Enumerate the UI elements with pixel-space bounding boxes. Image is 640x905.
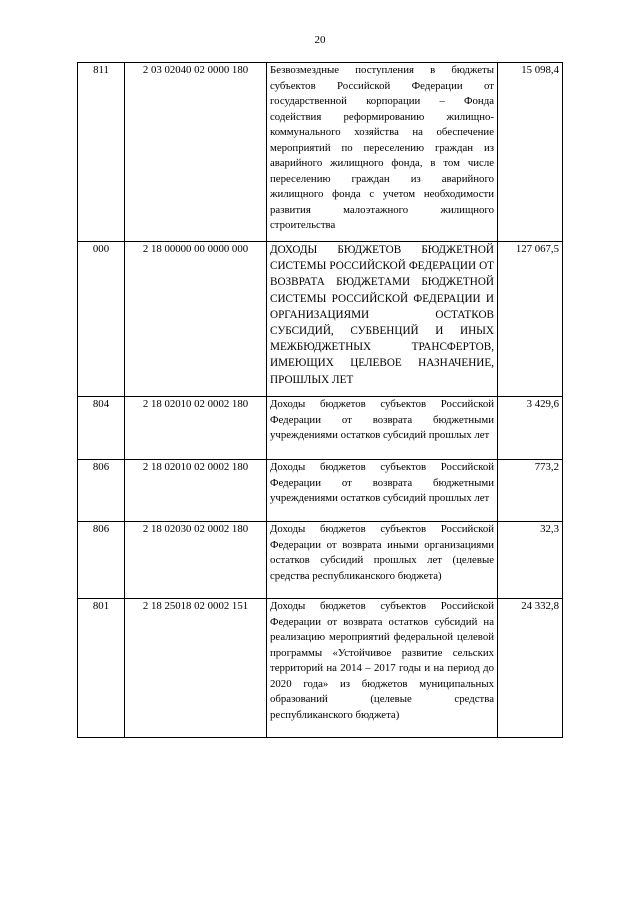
budget-classification-code-cell: 2 03 02040 02 0000 180 (125, 63, 267, 242)
admin-code-cell: 806 (78, 522, 125, 599)
table-row (78, 460, 563, 522)
table-row (78, 397, 563, 460)
description-cell: Безвозмездные поступления в бюджеты субъектов Российской Федерации от государственной корпорации – Фонда содействия реформированию жилищно-коммунального хозяйства на обеспечение мероприятий по переселению граждан из аварийного жилищного фонда, в том числе переселению граждан из аварийного жилищного фонда с учетом необходимости развития малоэтажного жилищного строительства (267, 63, 498, 242)
admin-code-cell: 806 (78, 460, 125, 522)
budget-classification-code-cell: 2 18 02010 02 0002 180 (125, 397, 267, 460)
admin-code-cell: 801 (78, 599, 125, 738)
description-cell: Доходы бюджетов субъектов Российской Федерации от возврата бюджетными учреждениями остатков субсидий прошлых лет (267, 460, 498, 522)
amount-cell: 127 067,5 (498, 242, 563, 397)
description-cell: Доходы бюджетов субъектов Российской Федерации от возврата остатков субсидий на реализацию мероприятий федеральной целевой программы «Устойчивое развитие сельских территорий на 2014 – 2017 годы и на период до 2020 года» из бюджетов муниципальных образований (целевые средства республиканского бюджета) (267, 599, 498, 738)
admin-code-cell: 804 (78, 397, 125, 460)
admin-code-cell: 000 (78, 242, 125, 397)
budget-classification-code-cell: 2 18 25018 02 0002 151 (125, 599, 267, 738)
amount-cell: 24 332,8 (498, 599, 563, 738)
amount-cell: 15 098,4 (498, 63, 563, 242)
budget-classification-code-cell: 2 18 00000 00 0000 000 (125, 242, 267, 397)
budget-revenue-table (77, 62, 563, 738)
table-row (78, 599, 563, 738)
description-cell: ДОХОДЫ БЮДЖЕТОВ БЮДЖЕТНОЙ СИСТЕМЫ РОССИЙСКОЙ ФЕДЕРАЦИИ ОТ ВОЗВРАТА БЮДЖЕТАМИ БЮДЖЕТНОЙ СИСТЕМЫ РОССИЙСКОЙ ФЕДЕРАЦИИ И ОРГАНИЗАЦИЯМИ ОСТАТКОВ СУБСИДИЙ, СУБВЕНЦИЙ И ИНЫХ МЕЖБЮДЖЕТНЫХ ТРАНСФЕРТОВ, ИМЕЮЩИХ ЦЕЛЕВОЕ НАЗНАЧЕНИЕ, ПРОШЛЫХ ЛЕТ (267, 242, 498, 397)
amount-cell: 32,3 (498, 522, 563, 599)
table-row (78, 242, 563, 397)
description-cell: Доходы бюджетов субъектов Российской Федерации от возврата иными организациями остатков субсидий прошлых лет (целевые средства республиканского бюджета) (267, 522, 498, 599)
amount-cell: 3 429,6 (498, 397, 563, 460)
table-row (78, 63, 563, 242)
description-cell: Доходы бюджетов субъектов Российской Федерации от возврата бюджетными учреждениями остатков субсидий прошлых лет (267, 397, 498, 460)
admin-code-cell: 811 (78, 63, 125, 242)
amount-cell: 773,2 (498, 460, 563, 522)
budget-classification-code-cell: 2 18 02010 02 0002 180 (125, 460, 267, 522)
budget-classification-code-cell: 2 18 02030 02 0002 180 (125, 522, 267, 599)
page-number: 20 (314, 34, 326, 46)
table-row (78, 522, 563, 599)
